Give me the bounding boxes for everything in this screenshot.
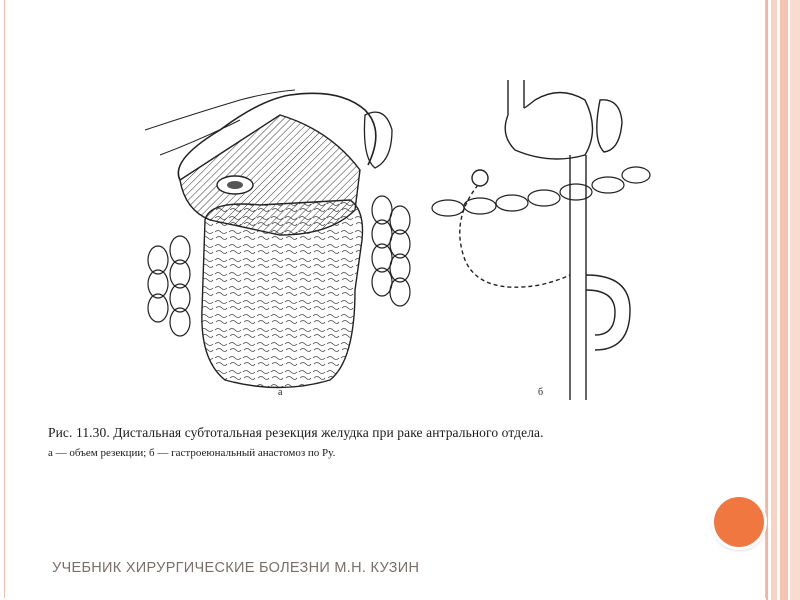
duodenal-stump-path: [460, 185, 570, 287]
surgical-illustration: [130, 60, 690, 410]
accent-circle: [714, 497, 764, 547]
colon-loops: [432, 167, 650, 216]
figure-caption: [48, 425, 708, 459]
panel-b-label: б: [538, 387, 544, 398]
caption-title: Рис. 11.30. Дистальная субтотальная резекция желудка при раке антрального отдела.: [48, 425, 544, 440]
jejunal-loop: [586, 275, 630, 350]
side-bar: [771, 0, 777, 600]
panel-a-label: а: [278, 387, 283, 398]
illustration-svg: [130, 60, 690, 410]
side-bar: [766, 0, 768, 600]
panel-b-drawing: [432, 80, 650, 400]
caption-legend: а — объем резекции; б — гастроеюнальный анастомоз по Ру.: [48, 447, 336, 459]
decorative-side-bars: [766, 0, 800, 600]
right-bowel-loops: [372, 196, 410, 306]
left-bowel-loops: [148, 236, 190, 336]
side-bar: [790, 0, 800, 600]
side-bar: [780, 0, 788, 600]
resection-zone: [180, 115, 360, 235]
panel-a-drawing: [145, 90, 410, 388]
slide-footer: УЧЕБНИК ХИРУРГИЧЕСКИЕ БОЛЕЗНИ М.Н. КУЗИН: [52, 560, 420, 576]
stomach-remnant: [505, 93, 592, 160]
